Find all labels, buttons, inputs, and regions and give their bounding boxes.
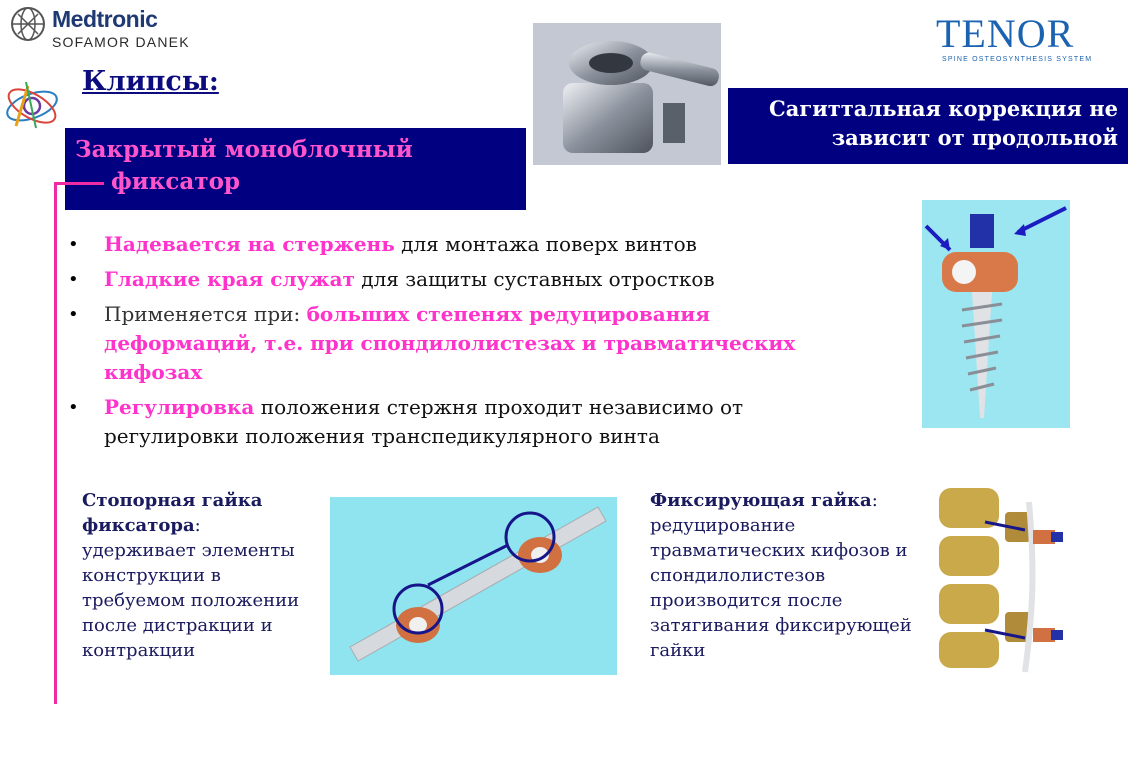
fixing-nut-title: Фиксирующая гайка (650, 490, 872, 511)
bullet-highlight: больших степенях редуцирования деформаций, т.е. при спондилолистезах и травматических кифозах (104, 302, 796, 384)
bullet-item (66, 265, 826, 294)
bullet-highlight: Гладкие края служат (104, 267, 355, 291)
bullet-text: для монтажа поверх винтов (394, 232, 697, 256)
pink-bracket-vertical (54, 182, 57, 704)
tenor-word: TENOR (936, 11, 1075, 56)
locking-nut-note (82, 488, 302, 663)
spine-construct-illustration (925, 482, 1093, 676)
closed-fixator-line1: Закрытый моноблочный (75, 136, 413, 163)
bullet-dot-icon: • (68, 397, 79, 418)
medtronic-sub: SOFAMOR DANEK (52, 34, 190, 50)
bullet-item (66, 300, 826, 387)
pedicle-screw-image (922, 200, 1070, 428)
locking-nut-title: Стопорная гайка фиксатора (82, 490, 263, 536)
closed-fixator-box (65, 128, 526, 210)
tenor-logo (928, 8, 1118, 68)
tenor-tagline: SPINE OSTEOSYNTHESIS SYSTEM (942, 56, 1093, 63)
bullet-item (66, 393, 826, 451)
fixing-nut-desc: : редуцирование травматических кифозов и спондилолистезов производится после затягивания фиксирующей гайки (650, 490, 912, 661)
medtronic-logo (8, 2, 208, 52)
pedicle-screw-illustration (922, 200, 1070, 428)
rod-clips-illustration (330, 497, 617, 675)
bullet-item (66, 230, 826, 259)
sagittal-line2: зависит от продольной (831, 125, 1118, 150)
clip-photo (533, 23, 721, 165)
bullet-dot-icon: • (68, 304, 79, 325)
bullet-text: положения стержня проходит независимо от регулировки положения транспедикулярного винта (104, 395, 744, 448)
locking-nut-desc: : удерживает элементы конструкции в требуемом положении после дистракции и контракции (82, 515, 300, 661)
bullet-dot-icon: • (68, 269, 79, 290)
rod-clips-image (330, 497, 617, 675)
feature-bullet-list (66, 230, 826, 457)
fixing-nut-note (650, 488, 930, 663)
sagittal-correction-text (769, 94, 1118, 152)
medtronic-brand: Medtronic (52, 6, 158, 32)
bullet-highlight: Надевается на стержень (104, 232, 395, 256)
bullet-highlight: Регулировка (104, 395, 255, 419)
pink-bracket-horizontal (54, 182, 104, 185)
bullet-dot-icon: • (68, 234, 79, 255)
bullet-text: Применяется при: (104, 302, 307, 326)
sagittal-line1: Сагиттальная коррекция не (769, 96, 1118, 121)
clip-photo-illustration (533, 23, 721, 165)
page-title: Клипсы: (82, 66, 219, 97)
emblem-icon (2, 76, 62, 132)
closed-fixator-line2: фиксатор (111, 168, 240, 195)
spine-construct-image (925, 482, 1093, 676)
bullet-text: для защиты суставных отростков (354, 267, 715, 291)
medtronic-globe-icon (10, 6, 46, 42)
sagittal-correction-box (728, 88, 1128, 164)
